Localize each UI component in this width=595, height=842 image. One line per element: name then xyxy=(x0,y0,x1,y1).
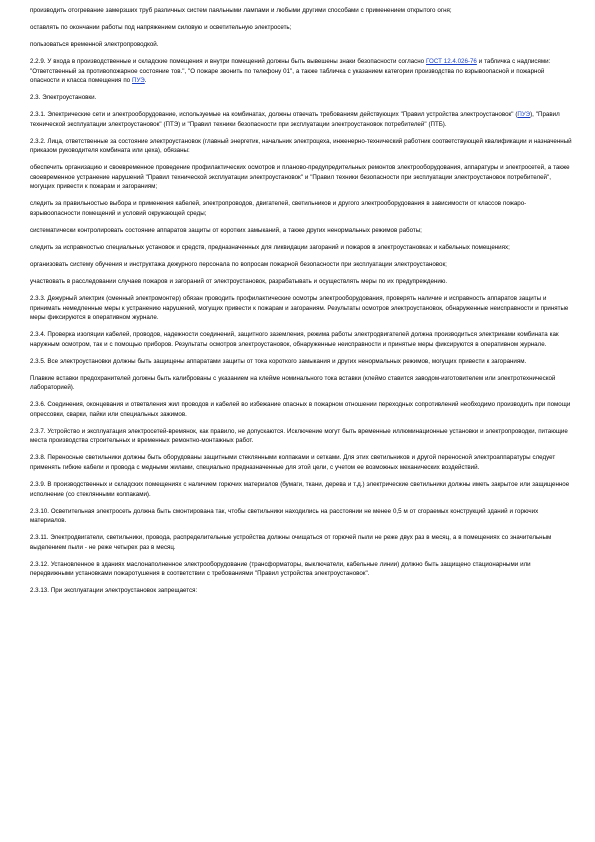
paragraph-text: 2.3.3. Дежурный электрик (сменный электромонтер) обязан проводить профилактические осмотры электрооборудования, проверять наличие и исправность аппаратов защиты и принимать немедленные меры к устранению нарушений, могущих привести к пожарам и загораниям. Результаты осмотров электроустановок, обнаруженные неисправности и принятые меры фиксируются в оперативном журнале. xyxy=(30,294,569,322)
reference-link[interactable]: ГОСТ 12.4.026-76 xyxy=(426,57,477,65)
paragraph-text: 2.3.11. Электродвигатели, светильники, провода, распределительные устройства должны очищаться от горючей пыли не реже двух раз в месяц, а в помещениях со значительным выделением пыли - не реже четырех раз в месяц. xyxy=(30,534,552,551)
paragraph-text: 2.3.13. При эксплуатации электроустановок запрещается: xyxy=(30,587,198,595)
document-paragraph xyxy=(30,400,575,419)
paragraph-text: 2.3.9. В производственных и складских помещениях с наличием горючих материалов (бумаги, ткани, дерева и т.д.) электрические светильники должны иметь закрытое или защищенное исполнение (со стеклянными колпаками). xyxy=(30,481,570,498)
paragraph-text: и табличка с надписями: "Ответственный за противопожарное состояние тов.", "О пожаре звонить по телефону 01", а также табличка с указанием категории производства по взрывоопасной и пожарной опасности и класса помещения по xyxy=(30,57,551,85)
paragraph-text: 2.3.4. Проверка изоляции кабелей, проводов, надежности соединений, защитного заземления, режима работы электродвигателей должна производиться электриками комбината как наружным осмотром, так и с помощью приборов. Результаты осмотров электроустановок, обнаруженные неисправности и принятые меры фиксируются в оперативном журнале. xyxy=(30,331,559,348)
document-paragraph xyxy=(30,427,575,446)
paragraph-text: 2.2.9. У входа в производственные и складские помещения и внутри помещений должны быть вывешены знаки безопасности согласно xyxy=(30,57,427,65)
paragraph-text: организовать систему обучения и инструктажа дежурного персонала по вопросам пожарной безопасности при эксплуатации электроустановок; xyxy=(30,260,447,268)
document-paragraph xyxy=(30,374,575,393)
paragraph-text: следить за правильностью выбора и применения кабелей, электропроводов, двигателей, светильников и другого электрооборудования в зависимости от классов пожаро- взрывоопасности помещений и условий окружающей среды; xyxy=(30,200,527,218)
document-paragraph xyxy=(30,243,575,253)
paragraph-text: . xyxy=(144,77,147,85)
paragraph-text: 2.3.7. Устройство и эксплуатация электросетей-времянок, как правило, не допускаются. Исключение могут быть временные иллюминационные установки и электропроводки, питающие места производства строительных и временных ремонтно-монтажных работ. xyxy=(30,427,568,445)
paragraph-text: 2.3.10. Осветительная электросеть должна быть смонтирована так, чтобы светильники находились на расстоянии не менее 0,5 м от сгораемых конструкций зданий и горючих материалов. xyxy=(30,507,539,525)
document-paragraph xyxy=(30,586,575,596)
reference-link[interactable]: ПУЭ xyxy=(517,111,531,119)
paragraph-text: 2.3. Электроустановки. xyxy=(30,94,97,102)
reference-link[interactable]: ПУЭ xyxy=(132,77,145,85)
document-paragraph xyxy=(30,480,575,499)
document-paragraph xyxy=(30,330,575,349)
document-paragraph xyxy=(30,40,575,50)
document-paragraph xyxy=(30,199,575,218)
paragraph-text: 2.3.8. Переносные светильники должны быть оборудованы защитными стеклянными колпаками и сетками. Для этих светильников и другой переносной электроаппаратуры следует применять гибкие кабели и провода с медными жилами, специально предназначенные для этой цели, с учетом ее возможных механических воздействий. xyxy=(30,454,556,472)
paragraph-text: пользоваться временной электропроводкой. xyxy=(30,40,159,48)
paragraph-text: следить за исправностью специальных установок и средств, предназначенных для ликвидации загораний и пожаров в электроустановках и кабельных помещениях; xyxy=(30,244,510,251)
document-paragraph xyxy=(30,110,575,129)
document-paragraph xyxy=(30,294,575,323)
paragraph-text: Плавкие вставки предохранителей должны быть калиброваны с указанием на клейме номинального тока вставки (клеймо ставится заводом-изготовителем или электротехнической лабораторией). xyxy=(30,374,556,392)
document-paragraph xyxy=(30,507,575,526)
document-paragraph xyxy=(30,57,575,86)
document-body xyxy=(30,6,575,596)
document-paragraph xyxy=(30,453,575,472)
document-paragraph xyxy=(30,93,575,103)
paragraph-text: участвовать в расследовании случаев пожаров и загораний от электроустановок, разрабатывать и осуществлять меры по их предупреждению. xyxy=(30,277,448,285)
paragraph-text: 2.3.6. Соединения, оконцевания и ответвления жил проводов и кабелей во избежание опасных в пожарном отношении переходных сопротивлений необходимо производить при помощи опрессовки, сварки, пайки или специальных зажимов. xyxy=(30,401,571,418)
document-paragraph xyxy=(30,533,575,552)
document-paragraph xyxy=(30,6,575,16)
document-paragraph xyxy=(30,277,575,287)
document-paragraph xyxy=(30,163,575,192)
document-paragraph xyxy=(30,560,575,579)
document-paragraph xyxy=(30,137,575,156)
paragraph-text: оставлять по окончании работы под напряжением силовую и осветительную электросеть; xyxy=(30,23,292,31)
document-paragraph xyxy=(30,357,575,367)
paragraph-text: обеспечить организацию и своевременное проведение профилактических осмотров и планово-предупредительных ремонтов электрооборудования, аппаратуры и электросетей, а также своевременное устранение нарушений "Правил технической эксплуатации электроустановок" и "Правил техники безопасности при эксплуатации электроустановок потребителей", могущих привести к пожарам и загораниям; xyxy=(30,164,570,191)
paragraph-text: 2.3.2. Лица, ответственные за состояние электроустановок (главный энергетик, начальник электроцеха, инженерно-технический работник соответствующей квалификации и назначенный приказом руководителя комбината или цеха), обязаны: xyxy=(30,137,572,155)
document-paragraph xyxy=(30,226,575,236)
paragraph-text: 2.3.12. Установленное в зданиях маслонаполненное электрооборудование (трансформаторы, выключатели, кабельные линии) должно быть защищено стационарными или передвижными установками пожаротушения в соответствии с требованиями "Правил устройства электроустановок". xyxy=(30,560,531,578)
paragraph-text: 2.3.5. Все электроустановки должны быть защищены аппаратами защиты от тока короткого замыкания и других ненормальных режимов, могущих привести к загораниям. xyxy=(30,357,527,365)
document-paragraph xyxy=(30,23,575,33)
paragraph-text: производить отогревание замерзших труб различных систем паяльными лампами и любыми другими способами с применением открытого огня; xyxy=(30,7,452,14)
paragraph-text: ), "Правил технической эксплуатации электроустановок" (ПТЭ) и "Правил техники безопасности при эксплуатации электроустановок потребителей" (ПТБ). xyxy=(30,111,560,128)
document-paragraph xyxy=(30,260,575,270)
paragraph-text: систематически контролировать состояние аппаратов защиты от коротких замыканий, а также других ненормальных режимов работы; xyxy=(30,227,422,235)
paragraph-text: 2.3.1. Электрические сети и электрооборудование, используемые на комбинатах, должны отвечать требованиям действующих "Правил устройства электроустановок" ( xyxy=(30,111,518,119)
